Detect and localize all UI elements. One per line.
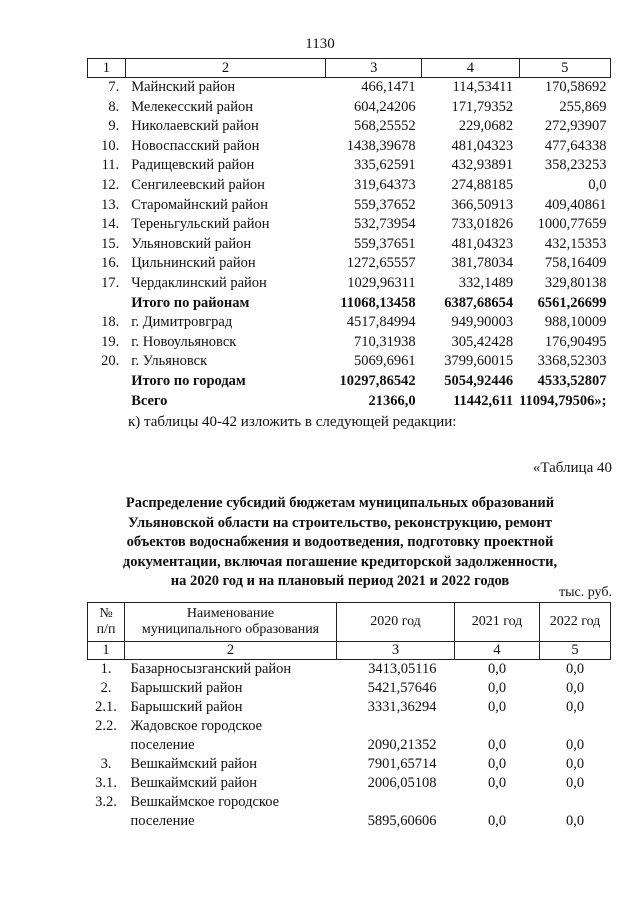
col-num-4: 4 [455,642,540,660]
value-2021: 229,0682 [458,118,514,135]
value-2020: 335,62591 [353,157,416,174]
value-2021: 481,04323 [451,137,514,154]
municipality-name [125,755,337,774]
title-line: объектов водоснабжения и водоотведения, подготовку проектной [126,534,554,551]
title-line: Распределение субсидий бюджетам муниципальных образований [125,495,555,511]
table-row [88,372,611,392]
row-number: 12. [101,176,120,193]
value-2022: 758,16409 [544,255,607,272]
col-num-2: 2 [125,642,337,660]
municipality-name: Итого по районам [131,294,250,311]
municipality-name [125,679,337,698]
value-2021: 949,90003 [451,314,514,331]
row-number: 11. [101,157,120,174]
row-number-text: 1. [100,661,112,677]
page-number: 1130 [305,36,335,52]
value-2021: 366,50913 [451,196,514,213]
municipality-name: Итого по городам [131,372,246,389]
header-2021: 2021 год [455,603,540,642]
municipality-name: Сенгилеевский район [131,176,265,193]
value-2022: 0,0 [565,737,585,753]
row-number [88,755,125,774]
value-2022: 0,0 [565,775,585,791]
row-number-text: 2.1. [95,699,117,715]
value-2022: 358,23253 [544,157,607,174]
value-2022: 988,10009 [544,314,607,331]
row-number: 18. [101,314,120,331]
row-number [88,294,126,314]
municipality-name: г. Ульяновск [131,353,208,370]
column-number-row [88,642,611,660]
value-2020: 710,31938 [353,333,416,350]
value-2021: 6387,68654 [444,294,514,311]
value-2022: 0,0 [565,699,585,715]
row-number [88,679,125,698]
value-2020: 466,1471 [361,79,416,95]
title-line: на 2020 год и на плановый период 2021 и 2022 годов [170,573,510,590]
table-row [88,698,611,717]
row-number-text: 3.1. [95,775,117,791]
municipality-name: Майнский район [131,79,236,95]
header-municipality: Наименование муниципального образования [125,603,337,642]
municipality-name [125,698,337,717]
col-num-1: 1 [88,59,126,78]
name-line: Барышский район [130,699,243,715]
value-2021: 171,79352 [451,98,514,115]
col-num-3: 3 [337,642,455,660]
value-2022: 0,0 [565,680,585,696]
column-number-row [88,59,611,78]
table-row [88,78,611,98]
table-row [88,156,611,176]
table-row [88,176,611,196]
table-row [88,755,611,774]
row-number [88,774,125,793]
municipality-name: Старомайнский район [131,196,268,213]
value-2021: 305,42428 [451,333,514,350]
col-num-3: 3 [326,59,422,78]
value-2021: 114,53411 [452,79,514,95]
table-row [88,98,611,118]
row-number-text: 3. [100,756,112,772]
name-line: Жадовское городское [130,718,263,734]
municipality-name: Всего [131,392,168,409]
table-row [88,392,611,412]
value-2022: 409,40861 [544,196,607,213]
row-number: 14. [101,216,120,233]
municipality-name [125,793,337,831]
value-2022: 0,0 [565,756,585,772]
row-number-text: 3.2. [95,794,117,810]
value-2021: 0,0 [487,661,507,677]
municipality-name: Цильнинский район [131,255,256,272]
value-2021: 432,93891 [451,157,514,174]
row-number-text: 2. [100,680,112,696]
units-label: тыс. руб. [559,585,612,600]
value-2022: 477,64338 [544,137,607,154]
value-2021: 0,0 [487,775,507,791]
row-number: 15. [101,235,120,252]
value-2020: 5069,6961 [353,353,416,370]
row-number: 17. [101,274,120,291]
municipality-name: Ульяновский район [131,235,252,252]
table-title [100,494,580,592]
col-num-2: 2 [125,59,326,78]
municipality-name: Радищевский район [131,157,255,174]
municipality-name: г. Новоульяновск [131,333,237,350]
value-2022: 170,58692 [544,79,607,95]
row-number: 10. [101,137,120,154]
value-2021: 332,1489 [458,274,514,291]
row-number: 19. [101,333,120,350]
municipality-name [125,774,337,793]
value-2020: 2090,21352 [367,737,437,753]
value-2022: 432,15353 [544,235,607,252]
table-row [88,313,611,333]
value-2020: 11068,13458 [340,294,416,311]
title-line: документации, включая погашение кредиторской задолженности, [122,553,558,570]
value-2022: 3368,52303 [537,353,607,370]
table-row [88,660,611,680]
value-2020: 5895,60606 [367,813,437,829]
value-2022: 1000,77659 [537,216,607,233]
amendment-note: к) таблицы 40-42 изложить в следующей редакции: [128,414,457,430]
table-row [88,679,611,698]
value-2020: 5421,57646 [367,680,437,696]
table-row [88,137,611,157]
name-line: Вешкаймский район [130,775,258,791]
value-2021: 11442,611 [453,392,514,409]
value-2021: 481,04323 [451,235,514,252]
name-line: Вешкаймский район [130,756,258,772]
value-2020: 4517,84994 [346,314,416,331]
row-number [88,717,125,755]
row-number: 9. [108,118,120,135]
header-2020: 2020 год [337,603,455,642]
value-2022: 0,0 [588,176,607,193]
row-number [88,793,125,831]
value-2020: 559,37651 [353,235,416,252]
value-2022: 0,0 [565,813,585,829]
table-row [88,774,611,793]
municipality-name [125,660,337,680]
table-row [88,717,611,755]
name-line: Вешкаймское городское [130,794,280,810]
row-number: 7. [108,79,120,95]
row-number: 16. [101,255,120,272]
value-2020: 559,37652 [353,196,416,213]
name-line: Базарносызганский район [130,661,292,677]
table-body [88,660,611,832]
value-2020: 10297,86542 [339,372,416,389]
continued-subsidy-table [87,58,611,411]
municipality-name: Тереньгульский район [131,216,270,233]
table-row [88,196,611,216]
table-row [88,274,611,294]
value-2020: 21366,0 [368,392,416,409]
municipality-name [125,717,337,755]
value-2022: 6561,26699 [537,294,607,311]
table-row [88,117,611,137]
header-row [88,603,611,642]
value-2022: 4533,52807 [537,372,607,389]
value-2022: 11094,79506»; [519,392,607,409]
value-2020: 319,64373 [353,176,416,193]
table-row [88,294,611,314]
table-row [88,215,611,235]
row-number: 20. [101,353,120,370]
municipality-name: Николаевский район [131,118,259,135]
table-row [88,352,611,372]
row-number: 8. [108,98,120,115]
value-2020: 2006,05108 [367,775,437,791]
value-2021: 0,0 [487,699,507,715]
value-2020: 3331,36294 [367,699,437,715]
header-2022: 2022 год [540,603,611,642]
value-2020: 3413,05116 [368,661,437,677]
name-line: поселение [130,737,195,753]
table-reference: «Таблица 40 [532,460,612,476]
value-2021: 381,78034 [451,255,514,272]
row-number-text: 2.2. [95,718,117,734]
name-line: поселение [130,813,195,829]
value-2021: 0,0 [487,813,507,829]
table-row [88,235,611,255]
name-line: Барышский район [130,680,243,696]
value-2021: 0,0 [487,680,507,696]
col-num-5: 5 [519,59,610,78]
value-2021: 0,0 [487,756,507,772]
table-body [88,78,611,412]
row-number [88,372,126,392]
table-row [88,254,611,274]
row-number [88,660,125,680]
municipality-name: г. Димитровград [131,314,233,331]
value-2020: 1029,96311 [347,274,416,291]
value-2022: 329,80138 [544,274,607,291]
value-2020: 568,25552 [353,118,416,135]
municipality-name: Новоспасский район [131,137,260,154]
col-num-1: 1 [88,642,125,660]
table-row [88,333,611,353]
value-2021: 5054,92446 [444,372,514,389]
municipality-name: Мелекесский район [131,98,253,115]
value-2020: 1438,39678 [346,137,416,154]
value-2021: 733,01826 [451,216,514,233]
value-2022: 0,0 [565,661,585,677]
col-num-5: 5 [540,642,611,660]
row-number [88,392,126,412]
value-2020: 604,24206 [353,98,416,115]
row-number [88,698,125,717]
header-number: № п/п [88,603,125,642]
municipality-name: Чердаклинский район [131,274,267,291]
value-2021: 0,0 [487,737,507,753]
value-2020: 532,73954 [353,216,416,233]
table-row [88,793,611,831]
value-2020: 1272,65557 [346,255,416,272]
subsidy-distribution-table [87,602,611,831]
value-2020: 7901,65714 [367,756,437,772]
value-2021: 274,88185 [451,176,514,193]
value-2022: 272,93907 [544,118,607,135]
value-2022: 255,869 [559,98,607,115]
row-number: 13. [101,196,120,213]
title-line: Ульяновской области на строительство, реконструкцию, ремонт [127,514,552,531]
value-2021: 3799,60015 [444,353,514,370]
value-2022: 176,90495 [544,333,607,350]
col-num-4: 4 [422,59,520,78]
